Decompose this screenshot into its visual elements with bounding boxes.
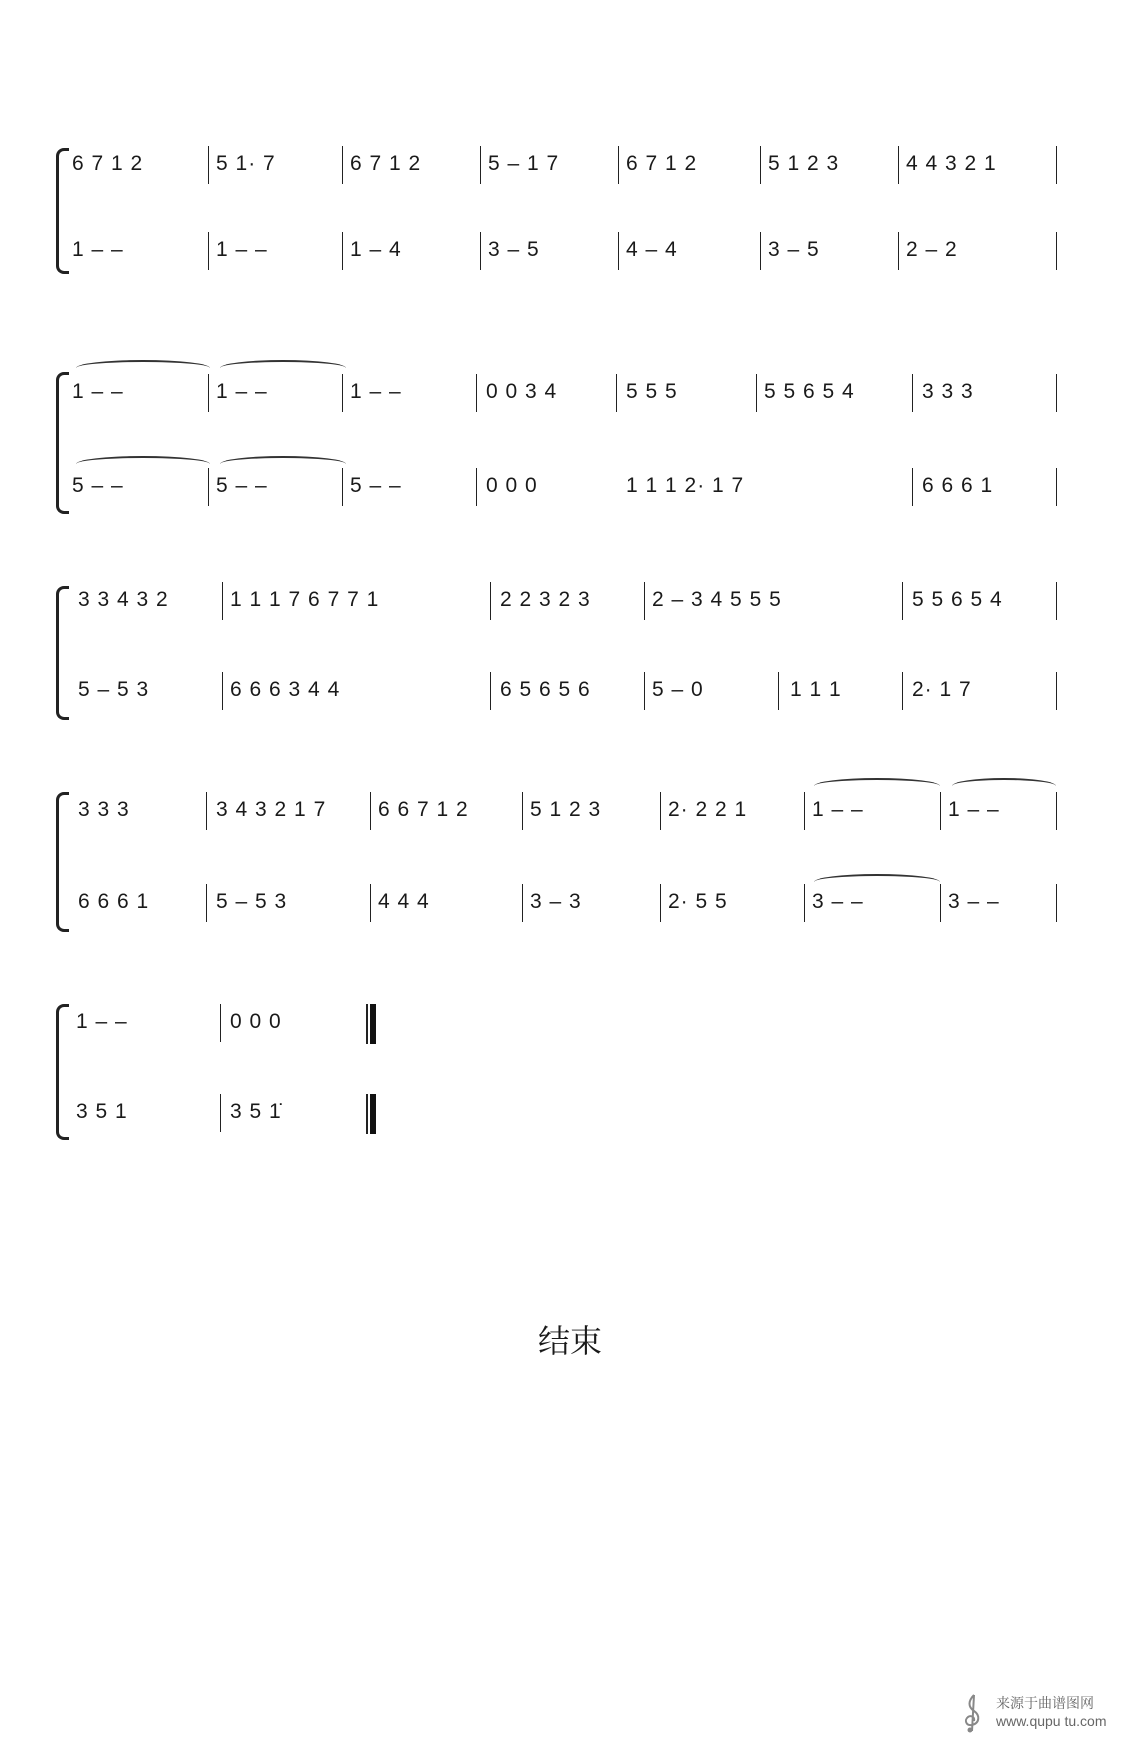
measure: 1 1 1 [790, 678, 842, 701]
measure: 6 6 6 3 4 4 [230, 678, 341, 701]
measure: 1 – – [216, 380, 268, 403]
measure: 1 – – [216, 238, 268, 261]
measure: 0 0 0 [486, 474, 538, 497]
measure: 1 – – [812, 798, 864, 821]
barline [480, 146, 481, 184]
barline [940, 792, 941, 830]
barline [778, 672, 779, 710]
watermark-title: 来源于曲谱图网 [996, 1696, 1094, 1712]
measure: 5 – 5 3 [78, 678, 150, 701]
barline [902, 672, 903, 710]
barline [898, 232, 899, 270]
measure: 1 1 1 7 6 7 7 1 [230, 588, 380, 611]
measure: 5 – 5 3 [216, 890, 288, 913]
barline [1056, 672, 1057, 710]
barline [222, 672, 223, 710]
final-barline-thin [366, 1094, 368, 1134]
barline [1056, 468, 1057, 506]
measure: 1 – – [72, 380, 124, 403]
measure: 2· 5 5 [668, 890, 728, 913]
measure: 6 6 6 1 [922, 474, 994, 497]
measure: 6 6 7 1 2 [378, 798, 469, 821]
measure: 6 7 1 2 [72, 152, 144, 175]
barline [644, 672, 645, 710]
barline [898, 146, 899, 184]
barline [1056, 146, 1057, 184]
barline [1056, 792, 1057, 830]
treble-clef-icon [956, 1693, 990, 1733]
measure: 0 0 3 4 [486, 380, 558, 403]
barline [644, 582, 645, 620]
barline [490, 672, 491, 710]
barline [490, 582, 491, 620]
barline [342, 146, 343, 184]
measure: 5 – 0 [652, 678, 704, 701]
barline [476, 374, 477, 412]
measure: 5 – – [216, 474, 268, 497]
measure: 5 1 2 3 [530, 798, 602, 821]
final-barline-thin [366, 1004, 368, 1044]
measure: 6 5 6 5 6 [500, 678, 591, 701]
barline [342, 232, 343, 270]
barline [618, 146, 619, 184]
measure: 3 – – [812, 890, 864, 913]
barline [912, 468, 913, 506]
measure: 3 4 3 2 1 7 [216, 798, 327, 821]
measure: 5 – – [72, 474, 124, 497]
barline [476, 468, 477, 506]
upper-staff [0, 374, 1140, 418]
site-watermark [956, 1691, 1126, 1737]
barline [940, 884, 941, 922]
barline [222, 582, 223, 620]
barline [1056, 582, 1057, 620]
barline [660, 792, 661, 830]
barline [912, 374, 913, 412]
barline [522, 792, 523, 830]
measure: 3 – 5 [768, 238, 820, 261]
measure: 5 5 6 5 4 [764, 380, 855, 403]
lower-staff [0, 672, 1140, 716]
measure: 6 6 6 1 [78, 890, 150, 913]
lower-staff [0, 232, 1140, 276]
measure: 5 – – [350, 474, 402, 497]
barline [208, 146, 209, 184]
lower-staff [0, 468, 1140, 512]
measure: 1 – – [948, 798, 1000, 821]
ending-text: 结束 [537, 1322, 602, 1360]
barline [480, 232, 481, 270]
barline [760, 146, 761, 184]
upper-staff [0, 792, 1140, 836]
barline [1056, 884, 1057, 922]
measure: 5 1· 7 [216, 152, 276, 175]
measure: 3 3 3 [922, 380, 974, 403]
barline [208, 374, 209, 412]
measure: 5 1 2 3 [768, 152, 840, 175]
barline [756, 374, 757, 412]
upper-staff [0, 582, 1140, 626]
barline [208, 232, 209, 270]
barline [902, 582, 903, 620]
barline [220, 1094, 221, 1132]
measure: 2 – 3 4 5 5 5 [652, 588, 782, 611]
measure: 6 7 1 2 [626, 152, 698, 175]
measure: 6 7 1 2 [350, 152, 422, 175]
measure: 2 2 3 2 3 [500, 588, 591, 611]
measure: 1 – – [350, 380, 402, 403]
final-barline-thick [370, 1004, 376, 1044]
measure: 3 – 3 [530, 890, 582, 913]
barline [370, 884, 371, 922]
barline [206, 884, 207, 922]
measure: 2 – 2 [906, 238, 958, 261]
upper-staff [0, 146, 1140, 190]
measure: 2· 1 7 [912, 678, 972, 701]
barline [220, 1004, 221, 1042]
watermark-url[interactable]: www.qupu tu.com [996, 1713, 1107, 1729]
measure: 1 – – [72, 238, 124, 261]
measure: 1 – – [76, 1010, 128, 1033]
measure: 3 3 4 3 2 [78, 588, 169, 611]
measure: 2· 2 2 1 [668, 798, 748, 821]
barline [342, 374, 343, 412]
measure: 4 – 4 [626, 238, 678, 261]
barline [522, 884, 523, 922]
measure: 3 3 3 [78, 798, 130, 821]
lower-staff [0, 884, 1140, 928]
lower-staff [0, 1094, 1140, 1138]
measure: 5 5 5 [626, 380, 678, 403]
measure: 5 5 6 5 4 [912, 588, 1003, 611]
barline [1056, 374, 1057, 412]
measure: 5 – 1 7 [488, 152, 560, 175]
measure: 1 1 1 2· 1 7 [626, 474, 745, 497]
measure: 0 0 0 [230, 1010, 282, 1033]
measure: 3 – 5 [488, 238, 540, 261]
final-barline-thick [370, 1094, 376, 1134]
measure: 3 – – [948, 890, 1000, 913]
measure: 3 5 1 [76, 1100, 128, 1123]
measure: 1 – 4 [350, 238, 402, 261]
measure: 4 4 3 2 1 [906, 152, 997, 175]
barline [660, 884, 661, 922]
barline [208, 468, 209, 506]
barline [1056, 232, 1057, 270]
barline [206, 792, 207, 830]
barline [616, 374, 617, 412]
measure: 3 5 1̇ [230, 1100, 282, 1123]
barline [342, 468, 343, 506]
barline [370, 792, 371, 830]
barline [760, 232, 761, 270]
barline [804, 792, 805, 830]
barline [618, 232, 619, 270]
upper-staff [0, 1004, 1140, 1048]
measure: 4 4 4 [378, 890, 430, 913]
barline [804, 884, 805, 922]
